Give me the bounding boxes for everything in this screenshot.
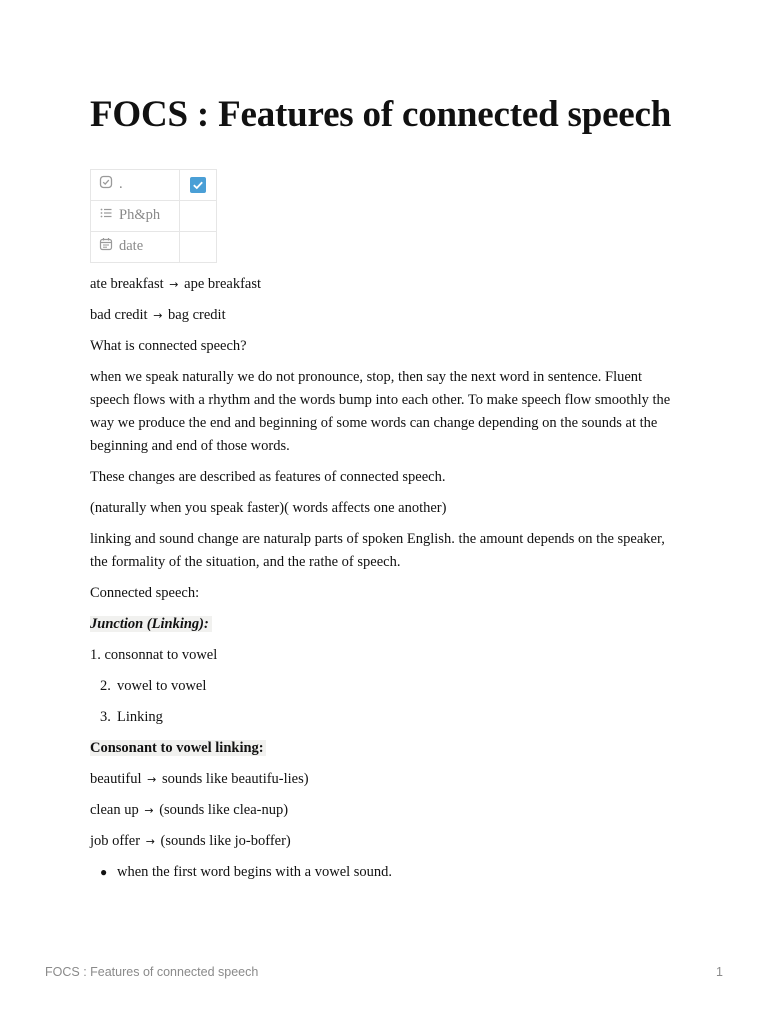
example-line: beautiful → sounds like beautifu-lies) [90,771,309,787]
checkbox-property-icon [99,175,113,194]
property-row [91,201,217,232]
property-row [91,170,217,201]
checked-checkbox[interactable] [190,177,206,193]
property-name: . [119,176,123,193]
property-value[interactable] [180,201,217,232]
paragraph: (naturally when you speak faster)( words affects one another) [90,500,447,516]
bullet-icon: ● [100,865,108,879]
property-row [91,232,217,263]
list-text: 1. consonnat to vowel [90,647,218,663]
page-number: 1 [716,965,723,979]
example-line: clean up → (sounds like clea-nup) [90,802,289,818]
question-text: What is connected speech? [90,338,247,354]
property-name: date [119,238,144,255]
checkmark-icon [190,177,206,193]
numbered-list-item: 3. Linking [100,709,163,725]
numbered-list-item: 2. vowel to vowel [100,678,207,694]
property-value[interactable] [180,232,217,263]
paragraph: These changes are described as features of connected speech. [90,469,446,485]
paragraph: when we speak naturally we do not pronounce, stop, then say the next word in sentence. Fluent speech flows with a rhythm and the words bump into each other. To make speech flow smoothly the way we produce the end and beginning of some words can change depending on the sounds at the beginning and end of those words. [90,369,671,454]
junction-heading: Junction (Linking): [90,613,675,636]
example-line: bad credit → bag credit [90,307,226,323]
property-value[interactable] [180,170,217,201]
right-arrow-icon: → [153,309,163,322]
example-line: ate breakfast → ape breakfast [90,276,262,292]
right-arrow-icon: → [169,278,179,291]
right-arrow-icon: → [147,773,157,786]
bullet-list-item: ● when the first word begins with a vowel sound. [90,861,675,884]
consonant-vowel-heading: Consonant to vowel linking: [90,740,264,756]
document-body [90,273,675,884]
connected-speech-label: Connected speech: [90,585,200,601]
calendar-property-icon [99,237,113,256]
page-title: FOCS : Features of connected speech [90,94,672,135]
property-name: Ph&ph [119,207,161,224]
right-arrow-icon: → [144,804,154,817]
properties-table [90,169,217,263]
property-key[interactable] [91,170,180,201]
paragraph: linking and sound change are naturalp parts of spoken English. the amount depends on the speaker, the formality of the situation, and the rathe of speech. [90,531,665,570]
list-property-icon [99,206,113,225]
example-line: job offer → (sounds like jo-boffer) [90,833,291,849]
right-arrow-icon: → [145,835,155,848]
property-key[interactable] [91,201,180,232]
footer-title: FOCS : Features of connected speech [45,965,259,979]
property-key[interactable] [91,232,180,263]
